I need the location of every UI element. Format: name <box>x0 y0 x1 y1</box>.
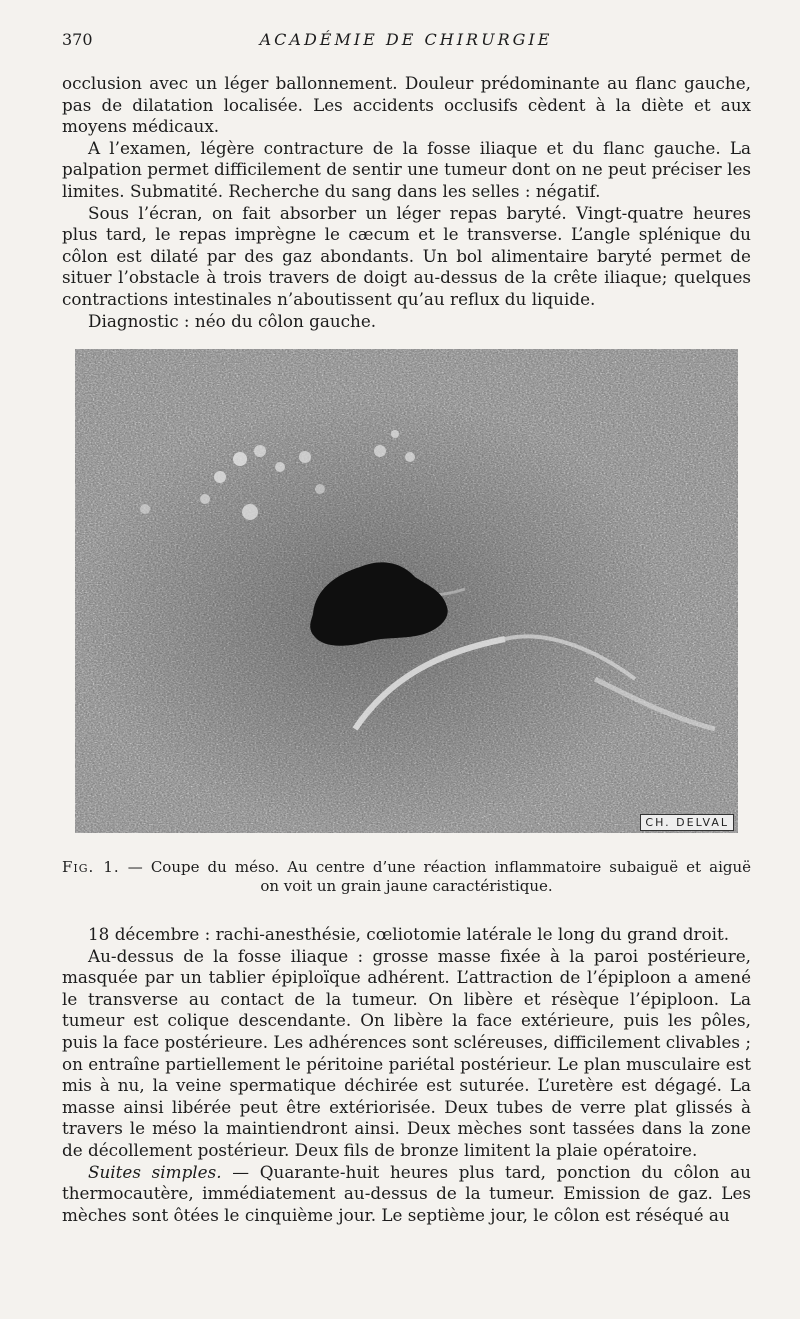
paragraph <box>62 1162 751 1227</box>
page-header <box>62 28 750 52</box>
micrograph-figure <box>75 349 738 833</box>
caption-line-2: on voit un grain jaune caractéristique. <box>260 877 553 895</box>
caption-label: Fig. 1. <box>62 858 120 876</box>
paragraph: Diagnostic : néo du côlon gauche. <box>88 310 377 331</box>
paragraph: A l’examen, légère contracture de la fosse iliaque et du flanc gauche. La palpation permet difficilement de sentir une tumeur dont on ne peut préciser les limites. Submatité. Recherche du sang dans les selles : négatif. <box>62 137 751 201</box>
paragraph: occlusion avec un léger ballonnement. Douleur prédominante au flanc gauche, pas de dilatation localisée. Les accidents occlusifs cèdent à la diète et aux moyens médicaux. <box>62 73 751 137</box>
paragraph: Au-dessus de la fosse iliaque : grosse masse fixée à la paroi postérieure, masquée par un tablier épiploïque adhérent. L’attraction de l’épiploon a amené le transverse au contact de la tumeur. On libère et résèque l’épiploon. La tumeur est colique descendante. On libère la face extérieure, puis les pôles, puis la face postérieure. Les adhérences sont scléreuses, difficilement clivables ; on entraîne partiellement le péritoine pariétal postérieur. Le plan musculaire est mis à nu, la veine spermatique déchirée est suturée. L’uretère est dégagé. La masse ainsi libérée peut être extériorisée. Deux tubes de verre plat glissés à travers le méso la maintiendront ainsi. Deux mèches sont tassées dans la zone de décollement postérieur. Deux fils de bronze limitent la plaie opératoire. <box>62 945 751 1160</box>
text-block-top <box>62 73 751 332</box>
text-block-bottom <box>62 924 751 1226</box>
micrograph-image <box>75 349 738 833</box>
caption-text-1: — Coupe du méso. Au centre d’une réaction inflammatoire subaiguë et aiguë <box>127 858 752 876</box>
photo-credit: CH. DELVAL <box>640 814 734 831</box>
caption-line-1 <box>62 858 751 877</box>
paragraph-lead: Suites simples. <box>88 1161 222 1182</box>
paragraph: Sous l’écran, on fait absorber un léger repas baryté. Vingt-quatre heures plus tard, le repas imprègne le cæcum et le transverse. L’angle splénique du côlon est dilaté par des gaz abondants. Un bol alimentaire baryté permet de situer l’obstacle à trois travers de doigt au-dessus de la crête iliaque; quelques contractions intestinales n’aboutissent qu’au reflux du liquide. <box>62 202 751 309</box>
running-title: ACADÉMIE DE CHIRURGIE <box>259 30 553 49</box>
paragraph-text: — Quarante-huit heures plus tard, ponction du côlon au thermocautère, immédiatement au-dessus de la tumeur. Emission de gaz. Les mèches sont ôtées le cinquième jour. Le septième jour, le côlon est réséqué au <box>62 1161 751 1225</box>
page-number: 370 <box>62 30 93 49</box>
figure-caption <box>62 858 751 896</box>
paragraph: 18 décembre : rachi-anesthésie, cœliotomie latérale le long du grand droit. <box>88 924 730 944</box>
